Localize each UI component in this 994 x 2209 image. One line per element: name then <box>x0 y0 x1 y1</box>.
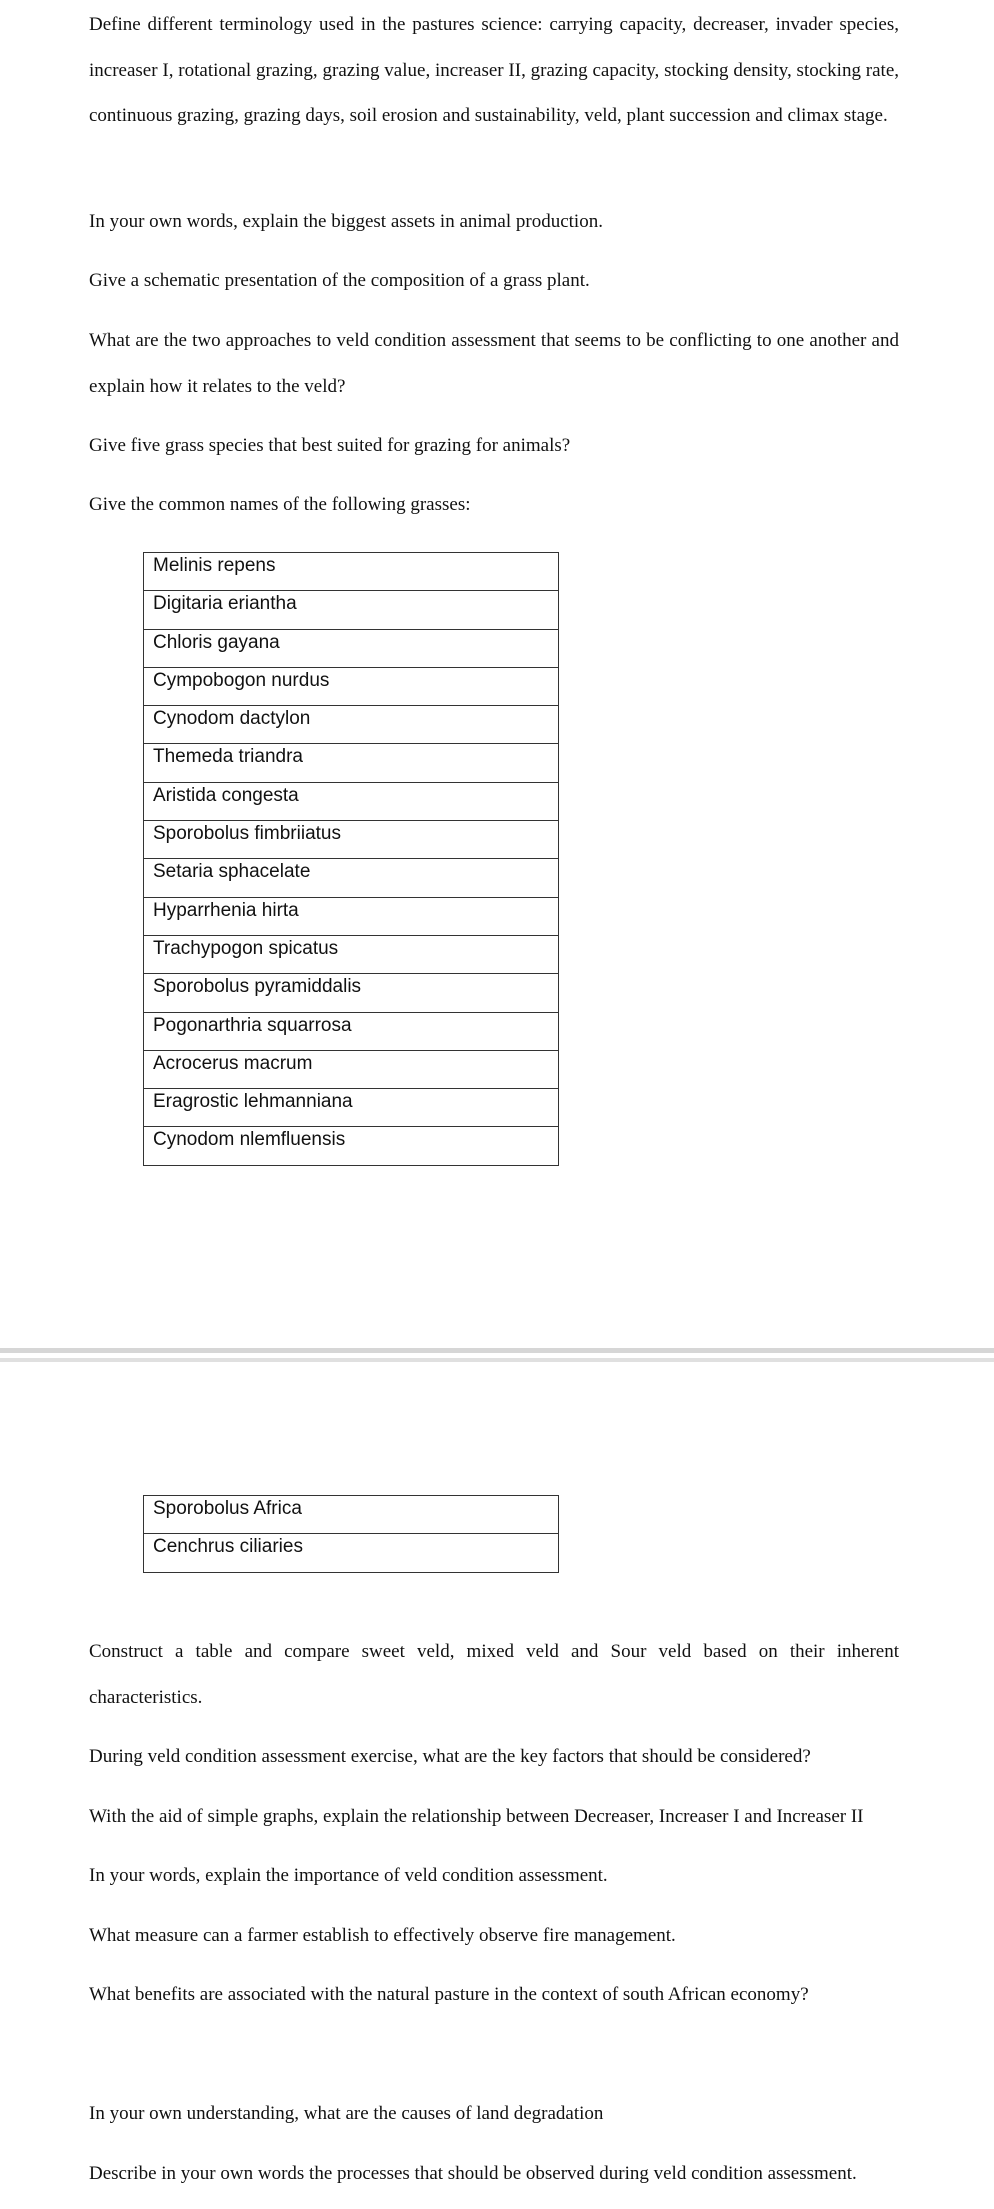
question-land-degradation: In your own understanding, what are the causes of land degradation <box>89 2103 604 2124</box>
table-row <box>144 1534 559 1572</box>
table-row <box>144 744 559 782</box>
table-row <box>144 553 559 591</box>
question-assessment-processes: Describe in your own words the processes that should be observed during veld condition assessment. <box>89 2163 857 2184</box>
grass-name-cell: Digitaria eriantha <box>144 591 559 629</box>
grass-name-cell: Cynodom nlemfluensis <box>144 1127 559 1165</box>
table-row <box>144 1127 559 1165</box>
grass-name-cell: Melinis repens <box>144 553 559 591</box>
grass-name-cell: Hyparrhenia hirta <box>144 897 559 935</box>
page-separator-line <box>0 1358 994 1362</box>
grass-name-cell: Eragrostic lehmanniana <box>144 1089 559 1127</box>
table-row <box>144 897 559 935</box>
table-row <box>144 782 559 820</box>
table-row <box>144 1050 559 1088</box>
grass-name-cell: Themeda triandra <box>144 744 559 782</box>
table-row <box>144 1089 559 1127</box>
grass-name-cell: Cynodom dactylon <box>144 706 559 744</box>
grass-species-table-continued <box>143 1495 559 1573</box>
grass-name-cell: Cenchrus ciliaries <box>144 1534 559 1572</box>
grass-name-cell: Sporobolus fimbriiatus <box>144 821 559 859</box>
question-key-factors: During veld condition assessment exercise, what are the key factors that should be considered? <box>89 1746 811 1767</box>
document-page-2 <box>0 1370 994 2209</box>
question-terminology: Define different terminology used in the pastures science: carrying capacity, decreaser, invader species, increaser I, rotational grazing, grazing value, increaser II, grazing capacity, stocking density, stocking rate, continuous grazing, grazing days, soil erosion and sustainability, veld, plant succession and climax stage. <box>89 14 899 126</box>
grass-species-table <box>143 552 559 1166</box>
table-row <box>144 629 559 667</box>
table-row <box>144 974 559 1012</box>
question-common-names: Give the common names of the following grasses: <box>89 494 471 515</box>
page-separator <box>0 1346 994 1370</box>
table-row <box>144 591 559 629</box>
table-row <box>144 667 559 705</box>
grass-name-cell: Sporobolus Africa <box>144 1496 559 1534</box>
page-separator-line <box>0 1348 994 1353</box>
question-importance-assessment: In your words, explain the importance of veld condition assessment. <box>89 1865 608 1886</box>
question-veld-approaches: What are the two approaches to veld condition assessment that seems to be conflicting to one another and explain how it relates to the veld? <box>89 330 899 397</box>
table-row <box>144 859 559 897</box>
question-fire-management: What measure can a farmer establish to effectively observe fire management. <box>89 1925 676 1946</box>
grass-name-cell: Chloris gayana <box>144 629 559 667</box>
table-row <box>144 821 559 859</box>
question-natural-pasture-benefits: What benefits are associated with the natural pasture in the context of south African economy? <box>89 1984 809 2005</box>
question-decreaser-increaser: With the aid of simple graphs, explain the relationship between Decreaser, Increaser I and Increaser II <box>89 1806 864 1827</box>
question-veld-comparison: Construct a table and compare sweet veld, mixed veld and Sour veld based on their inherent characteristics. <box>89 1641 899 1708</box>
table-row <box>144 1012 559 1050</box>
question-assets: In your own words, explain the biggest assets in animal production. <box>89 211 603 232</box>
question-grass-composition: Give a schematic presentation of the composition of a grass plant. <box>89 270 590 291</box>
table-row <box>144 706 559 744</box>
grass-name-cell: Cympobogon nurdus <box>144 667 559 705</box>
table-row <box>144 1496 559 1534</box>
grass-name-cell: Sporobolus pyramiddalis <box>144 974 559 1012</box>
question-five-grasses: Give five grass species that best suited for grazing for animals? <box>89 435 571 456</box>
grass-name-cell: Pogonarthria squarrosa <box>144 1012 559 1050</box>
grass-name-cell: Setaria sphacelate <box>144 859 559 897</box>
table-row <box>144 935 559 973</box>
grass-name-cell: Acrocerus macrum <box>144 1050 559 1088</box>
grass-name-cell: Trachypogon spicatus <box>144 935 559 973</box>
grass-name-cell: Aristida congesta <box>144 782 559 820</box>
